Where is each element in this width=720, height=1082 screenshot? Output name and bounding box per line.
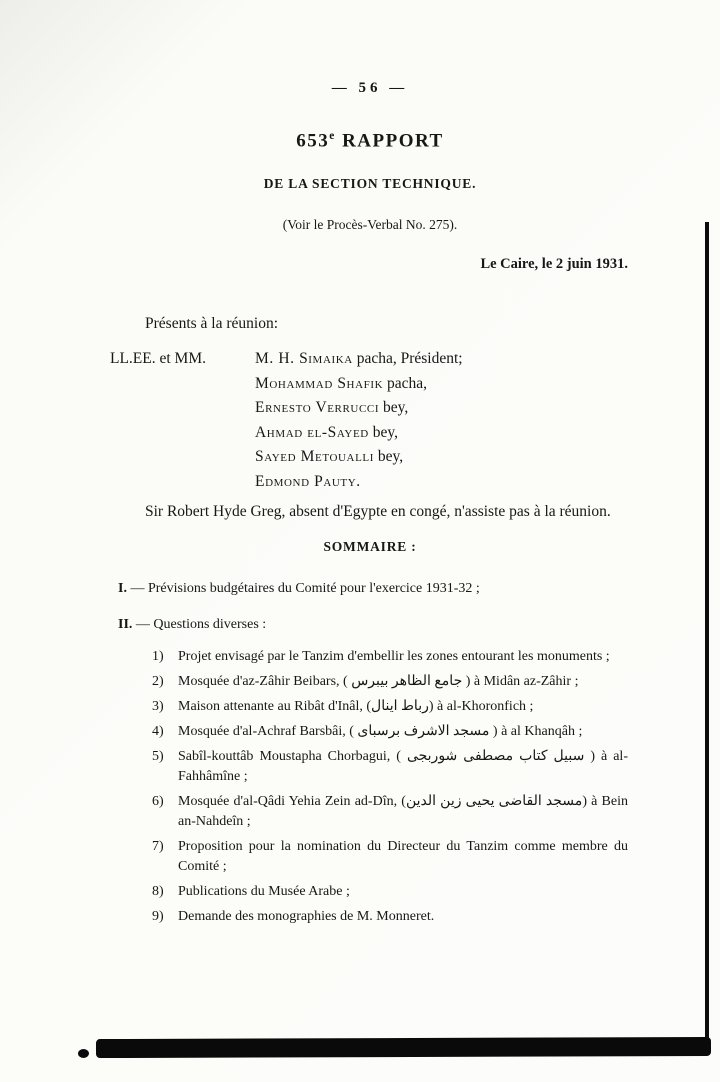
- page-number: — 56 —: [331, 80, 409, 96]
- attendee-title: bey,: [374, 448, 404, 466]
- agenda-item-text: Sabîl-kouttâb Moustapha Chorbagui, ( سبيل كتاب مصطفى شوربجى ) à al-Fahhâmîne ;: [178, 749, 628, 785]
- agenda-list: [110, 647, 630, 927]
- attendee-row: [255, 396, 630, 421]
- attendee-name: Ernesto Verrucci: [255, 399, 380, 417]
- agenda-item: [152, 747, 630, 787]
- attendee-title: pacha, Président;: [352, 350, 463, 368]
- attendee-name: Ahmad el-Sayed: [255, 423, 369, 441]
- agenda-item: [152, 837, 630, 877]
- absence-paragraph: Sir Robert Hyde Greg, absent d'Egypte en congé, n'assiste pas à la réunion.: [145, 503, 611, 521]
- agenda-item: [152, 907, 630, 927]
- agenda-item: [152, 647, 630, 667]
- agenda-item-number: 5): [152, 749, 164, 765]
- scan-artifact-bottom-bar: [96, 1037, 711, 1058]
- agenda-item-number: 8): [152, 884, 164, 900]
- agenda-item: [152, 672, 630, 692]
- sommaire-item-1-label: I.: [118, 581, 127, 597]
- agenda-item-number: 7): [152, 839, 164, 855]
- agenda-item-number: 2): [152, 674, 164, 690]
- attendee-name: Sayed Metoualli: [255, 448, 374, 466]
- attendees-prefix: LL.EE. et MM.: [110, 350, 206, 368]
- agenda-item-number: 9): [152, 909, 164, 925]
- sommaire-item-1-text: — Prévisions budgétaires du Comité pour l'exercice 1931-32 ;: [126, 581, 480, 597]
- agenda-item-text: Mosquée d'al-Qâdi Yehia Zein ad-Dîn, (مسجد القاضى يحيى زين الدين) à Bein an-Nahdeîn ;: [178, 794, 628, 830]
- agenda-item-text: Maison attenante au Ribât d'Inâl, (رباط اينال) à al-Khoronfich ;: [178, 699, 534, 715]
- agenda-item-number: 4): [152, 724, 164, 740]
- agenda-item: [152, 697, 630, 717]
- section-subtitle: DE LA SECTION TECHNIQUE.: [263, 176, 477, 192]
- attendee-name: M. H. Simaika: [255, 350, 353, 368]
- agenda-item-number: 1): [152, 649, 164, 665]
- sommaire-item-2-text: — Questions diverses :: [132, 617, 267, 633]
- scan-artifact-right-edge: [705, 222, 709, 1046]
- attendee-title: bey,: [379, 399, 409, 417]
- report-title-text: RAPPORT: [335, 130, 444, 152]
- agenda-item-text: Projet envisagé par le Tanzim d'embellir les zones entourant les monuments ;: [178, 649, 610, 665]
- sommaire-heading: SOMMAIRE :: [323, 539, 417, 555]
- attendee-title: pacha,: [383, 374, 428, 392]
- presents-heading: Présents à la réunion:: [145, 315, 279, 333]
- attendee-row: [255, 445, 630, 470]
- attendee-name: Edmond Pauty: [255, 472, 357, 490]
- sommaire-item-1: [110, 579, 630, 598]
- attendees-block: [110, 347, 630, 494]
- agenda-item-text: Mosquée d'az-Zâhir Beibars, ( جامع الظاهر بيبرس ) à Midân az-Zâhir ;: [178, 674, 579, 690]
- agenda-item-number: 3): [152, 699, 164, 715]
- attendee-row: [255, 421, 630, 446]
- sommaire-item-2: [110, 615, 630, 634]
- agenda-item-text: Publications du Musée Arabe ;: [178, 884, 350, 900]
- attendee-row: [255, 347, 630, 372]
- document-page: [110, 0, 630, 932]
- agenda-item-text: Mosquée d'al-Achraf Barsbâi, ( مسجد الاشرف برسباى ) à al Khanqâh ;: [178, 724, 583, 740]
- report-title: [110, 130, 630, 152]
- report-title-number: 653: [296, 130, 330, 152]
- agenda-item-number: 6): [152, 794, 164, 810]
- agenda-item-text: Proposition pour la nomination du Directeur du Tanzim comme membre du Comité ;: [178, 839, 628, 875]
- agenda-item: [152, 882, 630, 902]
- attendees-names: [255, 347, 630, 494]
- report-title-superscript: e: [329, 130, 336, 142]
- sommaire-item-2-label: II.: [118, 617, 133, 633]
- agenda-item-text: Demande des monographies de M. Monneret.: [178, 909, 435, 925]
- attendee-row: [255, 372, 630, 397]
- dateline: Le Caire, le 2 juin 1931.: [480, 256, 628, 273]
- reference-note: (Voir le Procès-Verbal No. 275).: [282, 217, 458, 233]
- attendee-title: bey,: [368, 423, 398, 441]
- attendee-title: .: [356, 472, 361, 490]
- scan-artifact-dot: [78, 1049, 89, 1058]
- agenda-item: [152, 792, 630, 832]
- attendee-name: Mohammad Shafik: [255, 374, 384, 392]
- attendee-row: [255, 470, 630, 495]
- agenda-item: [152, 722, 630, 742]
